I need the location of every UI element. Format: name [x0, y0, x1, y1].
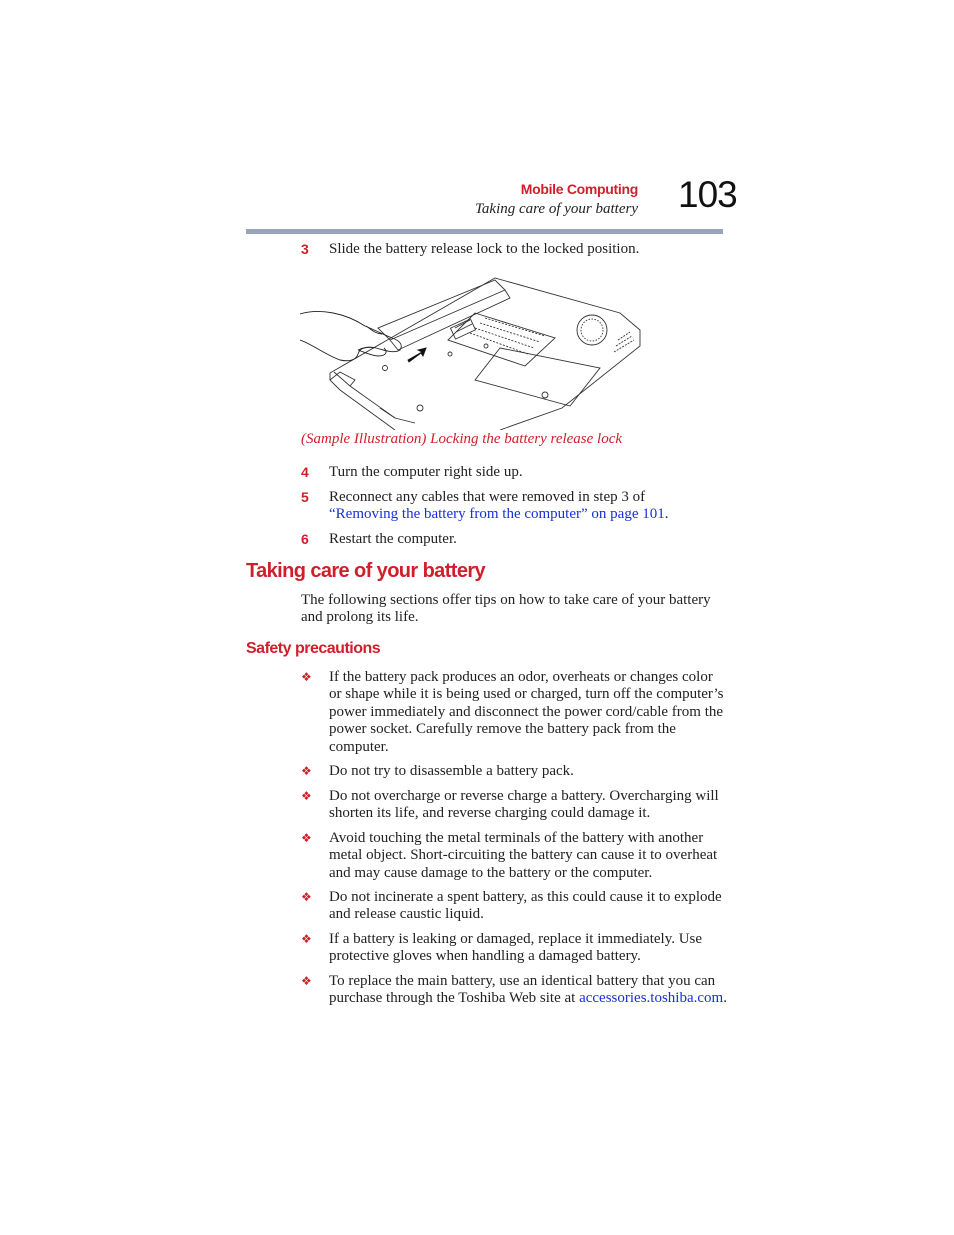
bullet-text: Do not overcharge or reverse charge a battery. Overcharging will shorten its life, and reverse charging could damage it.: [329, 788, 719, 822]
step-number: 3: [301, 241, 309, 257]
running-header-section: Taking care of your battery: [474, 201, 638, 217]
bullet-diamond-icon: ❖: [301, 974, 312, 988]
bullet-text-lead: To replace the main battery, use an identical battery that you can purchase through the Toshiba Web site at: [329, 973, 716, 1007]
step-number: 6: [301, 531, 309, 547]
bullet-diamond-icon: ❖: [301, 890, 312, 904]
bullet-text-end: .: [723, 990, 727, 1007]
step-text-lead: Reconnect any cables that were removed in step 3 of: [329, 489, 646, 505]
section-heading: Taking care of your battery: [246, 560, 486, 582]
step-text-end: .: [664, 506, 669, 523]
bullet-diamond-icon: ❖: [301, 932, 312, 946]
running-header-chapter: Mobile Computing: [520, 181, 638, 197]
toshiba-accessories-link[interactable]: accessories.toshiba.com: [579, 990, 724, 1007]
bullet-text: Do not try to disassemble a battery pack.: [329, 763, 574, 779]
figure-caption: (Sample Illustration) Locking the battery release lock: [301, 431, 623, 447]
bullet-text: If the battery pack produces an odor, overheats or changes color or shape while it is being used or charged, turn off the computer’s power immediately and disconnect the power cord/cable from the power socket. Carefully remove the battery pack from the computer.: [329, 669, 724, 755]
page-number: 103: [678, 174, 737, 215]
bullet-diamond-icon: ❖: [301, 764, 312, 778]
battery-lock-illustration: [300, 268, 645, 430]
bullet-text: [329, 973, 727, 1008]
subsection-heading: Safety precautions: [246, 640, 381, 657]
step-text: Slide the battery release lock to the locked position.: [329, 241, 640, 257]
header-rule: [246, 229, 723, 234]
step-text: Restart the computer.: [329, 531, 457, 547]
bullet-text: Avoid touching the metal terminals of the battery with another metal object. Short-circuiting the battery can cause it to overheat and may cause damage to the battery or the computer.: [329, 830, 718, 881]
step-number: 5: [301, 489, 309, 505]
removing-battery-link[interactable]: “Removing the battery from the computer” on page 101: [329, 506, 665, 523]
step-text: [329, 489, 729, 524]
bullet-diamond-icon: ❖: [301, 670, 312, 684]
bullet-text: If a battery is leaking or damaged, replace it immediately. Use protective gloves when handling a damaged battery.: [329, 931, 703, 965]
bullet-diamond-icon: ❖: [301, 831, 312, 845]
bullet-diamond-icon: ❖: [301, 789, 312, 803]
step-text: Turn the computer right side up.: [329, 464, 523, 480]
bullet-text: Do not incinerate a spent battery, as this could cause it to explode and release caustic liquid.: [329, 889, 722, 923]
step-number: 4: [301, 464, 309, 480]
section-intro: The following sections offer tips on how to take care of your battery and prolong its life.: [301, 592, 711, 626]
